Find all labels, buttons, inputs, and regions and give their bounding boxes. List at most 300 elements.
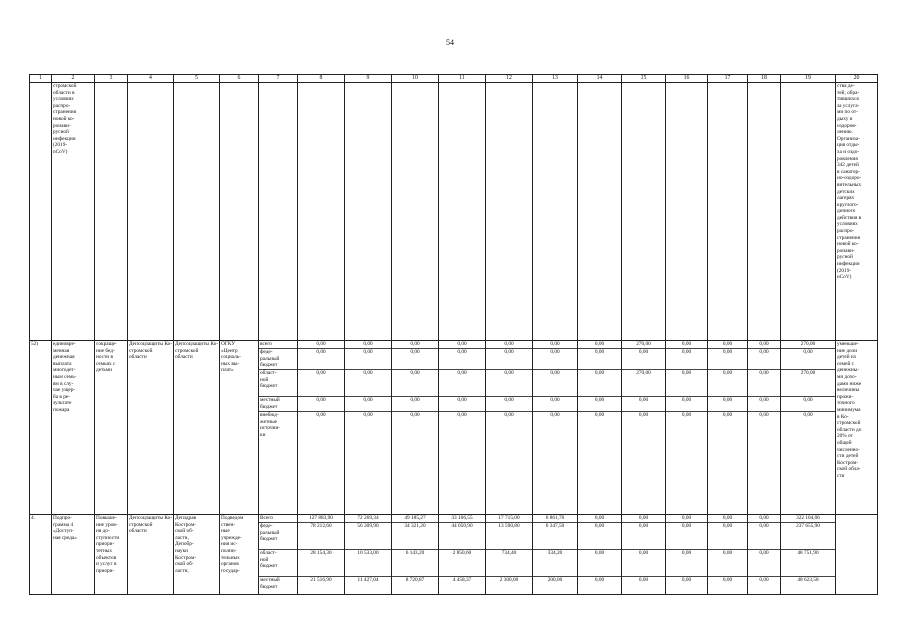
measure-name-line: странения xyxy=(53,109,77,116)
cell-responsible xyxy=(174,341,220,515)
column-header-6: 6 xyxy=(220,75,259,83)
cell-value-col11 xyxy=(439,515,486,595)
result-text-line: лагерях xyxy=(837,195,855,202)
result-text-line: стромской xyxy=(837,420,861,427)
budget-value: 0,00 xyxy=(708,523,747,550)
cell-value-col16 xyxy=(666,341,708,515)
budget-value: 6 143,20 xyxy=(392,550,438,577)
budget-value: 270,00 xyxy=(781,341,835,349)
cell-result xyxy=(836,341,878,515)
budget-value: 0,00 xyxy=(781,349,835,370)
budget-value: 0,00 xyxy=(533,397,577,412)
result-text-line: дыху и xyxy=(837,115,853,122)
result-text-line: уменьше- xyxy=(837,341,859,347)
budget-value: 0,00 xyxy=(666,397,707,412)
result-text-line: условиях xyxy=(837,221,858,228)
budget-value: 0,00 xyxy=(638,577,649,583)
responsible-text-line: области xyxy=(175,354,193,361)
cell-col20 xyxy=(836,83,878,341)
result-text-line: ние доли xyxy=(837,347,858,354)
budget-value: 0,00 xyxy=(298,370,344,397)
budget-value: 0,00 xyxy=(781,397,835,412)
budget-value: 44 050,90 xyxy=(439,523,485,550)
budget-value: 0,00 xyxy=(759,577,769,583)
measure-name-line: многодет- xyxy=(53,367,76,374)
measure-name-line: ным семь- xyxy=(53,373,77,380)
budget-value: 0,00 xyxy=(748,341,780,349)
funding-source-name-line: област- xyxy=(260,370,277,376)
budget-value: 0,00 xyxy=(392,341,438,349)
responsible-text-line: Депздрав xyxy=(175,515,197,521)
column-header-9: 9 xyxy=(345,75,392,83)
cell-result xyxy=(836,515,878,595)
funding-source-name-line: местный xyxy=(260,397,280,403)
goal-text-line: приори- xyxy=(96,541,115,548)
result-text-line: тившихся xyxy=(837,96,859,103)
budget-value: 0,00 xyxy=(666,341,707,349)
responsible-text-line: стромской xyxy=(175,347,199,354)
cell-col2 xyxy=(52,83,95,341)
responsible-text-line: ской об- xyxy=(175,528,194,535)
cell-value-col9 xyxy=(345,341,392,515)
result-text-line: ми по от- xyxy=(837,109,858,116)
result-text-line: ской обла- xyxy=(837,466,861,473)
goal-text-line: тетных xyxy=(96,547,113,554)
budget-value: 0,00 xyxy=(638,412,649,418)
result-text-line: области до xyxy=(837,426,862,433)
funding-source-name-line: ной xyxy=(260,556,269,563)
result-text-line: тей, обра- xyxy=(837,89,860,96)
budget-value: 0,00 xyxy=(457,412,467,418)
budget-value: 0,00 xyxy=(578,341,621,349)
result-text-line: точного xyxy=(837,400,855,407)
participant-text-line: тельных xyxy=(221,554,240,561)
cell-value-col14 xyxy=(578,341,622,515)
budget-value: 0,00 xyxy=(708,370,747,397)
budget-value: 334,20 xyxy=(533,550,577,577)
coordinator-text-line: Депсоцзащиты Ко- xyxy=(129,341,172,347)
funding-source-block xyxy=(259,515,297,523)
participant-text-line: ния ис- xyxy=(221,541,238,548)
cell-col18 xyxy=(748,83,781,341)
budget-value: 0,00 xyxy=(345,349,391,370)
cell-col19 xyxy=(781,83,836,341)
funding-source-block xyxy=(259,349,297,370)
cell-coordinator xyxy=(128,515,174,595)
budget-value: 0,00 xyxy=(666,370,707,397)
goal-text-line: Повыше- xyxy=(96,515,117,521)
budget-value: 34 321,20 xyxy=(392,523,438,550)
result-text-line: русной xyxy=(837,254,853,261)
cell-goal xyxy=(95,515,128,595)
funding-source-name-line: бюджет xyxy=(260,563,278,570)
funding-source-block xyxy=(259,550,297,577)
cell-value-col18 xyxy=(748,515,781,595)
budget-value: 0,00 xyxy=(578,370,621,397)
budget-value: 0,00 xyxy=(345,397,391,412)
measure-name-line: (2019- xyxy=(53,142,68,149)
budget-value: 0,00 xyxy=(622,515,665,523)
measure-name-line: русной xyxy=(53,129,69,136)
column-header-20: 20 xyxy=(836,75,878,83)
cell-col5 xyxy=(174,83,220,341)
funding-source-name-line: феде- xyxy=(260,349,273,355)
column-header-4: 4 xyxy=(128,75,174,83)
result-text-line: новой ко- xyxy=(837,241,859,248)
cell-value-col12 xyxy=(486,515,533,595)
column-header-10: 10 xyxy=(392,75,439,83)
result-text-line: дами ниже xyxy=(837,380,862,387)
result-text-line: лению. xyxy=(837,129,853,136)
column-header-1: 1 xyxy=(30,75,52,83)
measure-name-line: пожара xyxy=(53,406,70,413)
result-text-line: сти детей xyxy=(837,453,859,460)
cell-value-col19 xyxy=(781,341,836,515)
cell-funding-source xyxy=(259,515,298,595)
budget-value: 0,00 xyxy=(533,349,577,370)
funding-source-block xyxy=(259,412,297,446)
budget-value: 0,00 xyxy=(578,397,621,412)
funding-source-name-line: бюджет xyxy=(260,362,278,369)
funding-source-name-line: жетные xyxy=(260,418,278,425)
cell-value-col15 xyxy=(622,341,666,515)
participant-text-line: «Центр xyxy=(221,347,238,354)
responsible-text-line: ласти, xyxy=(175,567,189,574)
goal-text-line: ступности xyxy=(96,534,120,541)
budget-value: 10 533,00 xyxy=(345,550,391,577)
goal-text-line: объектов xyxy=(96,554,117,561)
cell-value-col19 xyxy=(781,515,836,595)
budget-value: 0,00 xyxy=(345,370,391,397)
measure-name-line: чае ущер- xyxy=(53,387,76,394)
budget-value: 0,00 xyxy=(550,412,560,418)
measure-name-line: выплата xyxy=(53,360,72,367)
cell-value-col14 xyxy=(578,515,622,595)
budget-value: 0,00 xyxy=(298,341,344,349)
result-text-line: денежны- xyxy=(837,367,860,374)
participant-text-line: полни- xyxy=(221,547,237,554)
column-header-2: 2 xyxy=(52,75,95,83)
budget-value: 200,00 xyxy=(547,577,563,583)
budget-value: 0,00 xyxy=(748,370,780,397)
budget-value: 0,00 xyxy=(759,412,769,418)
funding-source-name-line: бюджет xyxy=(260,583,278,590)
result-text-line: ровления xyxy=(837,155,858,162)
result-text-line: nCoV) xyxy=(837,274,852,281)
measure-name-line: Подпро- xyxy=(53,515,72,521)
measure-name-line: ба в ре- xyxy=(53,393,70,400)
cell-col1 xyxy=(30,83,52,341)
measure-name-line: ям в слу- xyxy=(53,380,74,387)
table-row-4 xyxy=(30,515,878,595)
budget-value: 0,00 xyxy=(622,397,665,412)
cell-responsible xyxy=(174,515,220,595)
budget-value: 0,00 xyxy=(708,397,747,412)
funding-source-name-line: местный xyxy=(260,577,280,583)
measure-name-line: распро- xyxy=(53,102,71,109)
budget-value: 0,00 xyxy=(594,577,605,583)
measure-name-line: стромской xyxy=(53,83,77,89)
budget-value: 0,00 xyxy=(748,515,780,523)
result-text-line: в санатор- xyxy=(837,168,860,175)
result-text-line: дичного xyxy=(837,208,856,215)
budget-value: 11 427,04 xyxy=(357,577,379,583)
column-header-18: 18 xyxy=(748,75,781,83)
budget-value: 0,00 xyxy=(298,349,344,370)
result-text-line: сти xyxy=(837,472,845,479)
column-header-13: 13 xyxy=(533,75,578,83)
coordinator-text-line: области xyxy=(129,528,147,535)
budget-value: 0,00 xyxy=(316,412,326,418)
result-text-line: круглого- xyxy=(837,201,859,208)
funding-source-name-line: ной xyxy=(260,376,269,383)
cell-value-col8 xyxy=(298,515,345,595)
goal-text-line: семьях с xyxy=(96,360,116,367)
cell-number xyxy=(30,515,52,595)
budget-value: 72 269,34 xyxy=(345,515,391,523)
result-text-line: в Ко- xyxy=(837,413,849,420)
result-text-line: минимума xyxy=(837,406,861,413)
budget-value: 0,00 xyxy=(504,412,514,418)
cell-col7 xyxy=(259,83,298,341)
budget-value: 0,00 xyxy=(533,341,577,349)
budget-value: 0,00 xyxy=(681,577,692,583)
funding-source-name-line: Всего xyxy=(260,515,273,521)
budget-value: 2 850,60 xyxy=(439,550,485,577)
result-text-line: 342 детей xyxy=(837,162,859,169)
cell-value-col12 xyxy=(486,341,533,515)
budget-value: 0,00 xyxy=(666,349,707,370)
funding-source-name-line: област- xyxy=(260,550,277,556)
result-text-line: 20% от xyxy=(837,433,853,440)
budget-value: 0,00 xyxy=(722,577,733,583)
budget-value: 6 861,70 xyxy=(533,515,577,523)
result-text-line: численно- xyxy=(837,446,860,453)
budget-value: 48 751,90 xyxy=(781,550,835,577)
cell-col14 xyxy=(578,83,622,341)
measure-name-line: грамма 4 xyxy=(53,521,74,528)
funding-source-name-line: бюджет xyxy=(260,383,278,390)
column-header-3: 3 xyxy=(95,75,128,83)
cell-number xyxy=(30,341,52,515)
budget-value: 0,00 xyxy=(410,412,420,418)
cell-value-col16 xyxy=(666,515,708,595)
funding-source-name-line: источни- xyxy=(260,425,281,432)
result-text-line: распро- xyxy=(837,228,855,235)
cell-col8 xyxy=(298,83,345,341)
cell-value-col8 xyxy=(298,341,345,515)
cell-col4 xyxy=(128,83,174,341)
budget-value: 21 516,90 xyxy=(310,577,332,583)
cell-col11 xyxy=(439,83,486,341)
goal-text-line: и услуг в xyxy=(96,561,117,568)
column-header-12: 12 xyxy=(486,75,533,83)
result-text-line: величины xyxy=(837,387,860,394)
result-text-line: но-оздоро- xyxy=(837,175,862,182)
budget-value: 0,00 xyxy=(748,349,780,370)
cell-value-col9 xyxy=(345,515,392,595)
cell-coordinator xyxy=(128,341,174,515)
result-text-line: Костром- xyxy=(837,459,859,466)
coordinator-text-line: стромской xyxy=(129,521,153,528)
funding-source-name-line: ральный xyxy=(260,529,280,536)
budget-value: 0,00 xyxy=(748,550,780,577)
participant-text-line: ные xyxy=(221,528,230,535)
budget-value: 0,00 xyxy=(622,550,665,577)
measure-name-line: ронави- xyxy=(53,122,71,129)
cell-col16 xyxy=(666,83,708,341)
budget-value: 0,00 xyxy=(533,370,577,397)
budget-value: 0,00 xyxy=(578,515,621,523)
participant-text-line: ствен- xyxy=(221,521,236,528)
cell-col17 xyxy=(708,83,748,341)
result-text-line: (2019- xyxy=(837,267,852,274)
measure-name-line: «Доступ- xyxy=(53,528,74,535)
cell-value-col10 xyxy=(392,515,439,595)
funding-source-name-line: внебюд- xyxy=(260,412,279,418)
result-text-line: семей с xyxy=(837,360,854,367)
funding-source-block xyxy=(259,341,297,349)
budget-table xyxy=(29,74,878,595)
measure-name-line: единовре- xyxy=(53,341,76,347)
row-number: 52) xyxy=(31,341,39,347)
participant-text-line: Подведом xyxy=(221,515,244,521)
budget-value: 0,00 xyxy=(748,523,780,550)
table-row-52 xyxy=(30,341,878,515)
budget-value: 0,00 xyxy=(392,397,438,412)
cell-value-col13 xyxy=(533,341,578,515)
result-text-line: вительных xyxy=(837,181,862,188)
measure-name-line: денежная xyxy=(53,354,75,361)
measure-name-line: области в xyxy=(53,89,75,96)
column-number-row xyxy=(30,75,878,83)
cell-col13 xyxy=(533,83,578,341)
measure-name-line: новой ко- xyxy=(53,115,75,122)
budget-value: 270,00 xyxy=(781,370,835,397)
cell-value-col10 xyxy=(392,341,439,515)
cell-col15 xyxy=(622,83,666,341)
result-text-line: ха и оздо- xyxy=(837,148,860,155)
budget-value: 0,00 xyxy=(666,550,707,577)
budget-value: 0,00 xyxy=(392,349,438,370)
budget-value: 0,00 xyxy=(578,349,621,370)
result-text-line: за услуга- xyxy=(837,102,860,109)
goal-text-line: ние уров- xyxy=(96,521,118,528)
goal-text-line: приори- xyxy=(96,567,115,574)
cell-col12 xyxy=(486,83,533,341)
cell-value-col13 xyxy=(533,515,578,595)
funding-source-block xyxy=(259,370,297,397)
budget-value: 0,00 xyxy=(578,550,621,577)
result-text-line: ронави- xyxy=(837,247,855,254)
budget-value: 0,00 xyxy=(578,523,621,550)
participant-text-line: ОГКУ xyxy=(221,341,236,347)
budget-value: 17 715,00 xyxy=(486,515,532,523)
measure-name-line: ная среда» xyxy=(53,534,77,541)
cell-value-col11 xyxy=(439,341,486,515)
funding-source-name-line: ральный xyxy=(260,355,280,362)
result-text-line: детских xyxy=(837,188,855,195)
column-header-8: 8 xyxy=(298,75,345,83)
budget-value: 0,00 xyxy=(486,341,532,349)
budget-value: 322 104,06 xyxy=(781,515,835,523)
budget-value: 0,00 xyxy=(439,341,485,349)
participant-text-line: учрежде- xyxy=(221,534,242,541)
budget-value: 0,00 xyxy=(722,412,733,418)
responsible-text-line: Депсоцзащиты Ко- xyxy=(175,341,218,347)
budget-value: 127 883,90 xyxy=(298,515,344,523)
column-header-5: 5 xyxy=(174,75,220,83)
result-text-line: ства де- xyxy=(837,83,855,89)
goal-text-line: ности в xyxy=(96,354,113,361)
participant-text-line: государ- xyxy=(221,567,240,574)
budget-value: 270,00 xyxy=(622,370,665,397)
budget-value: 0,00 xyxy=(708,349,747,370)
budget-value: 0,00 xyxy=(298,397,344,412)
funding-source-block xyxy=(259,577,297,591)
budget-value: 0,00 xyxy=(486,349,532,370)
budget-value: 0,00 xyxy=(748,397,780,412)
budget-value: 8 720,87 xyxy=(405,577,425,583)
budget-value: 28 154,30 xyxy=(298,550,344,577)
budget-value: 734,40 xyxy=(486,550,532,577)
participant-text-line: плат» xyxy=(221,367,234,374)
funding-source-name-line: всего xyxy=(260,341,272,347)
budget-value: 270,00 xyxy=(622,341,665,349)
cell-participant xyxy=(220,341,259,515)
column-header-14: 14 xyxy=(578,75,622,83)
budget-value: 0,00 xyxy=(439,370,485,397)
budget-value: 0,00 xyxy=(363,412,373,418)
responsible-text-line: Костром- xyxy=(175,554,197,561)
funding-source-name-line: бюджет xyxy=(260,536,278,543)
measure-name-line: инфекции xyxy=(53,135,76,142)
budget-value: 2 300,00 xyxy=(499,577,519,583)
budget-value: 4 458,37 xyxy=(452,577,472,583)
cell-value-col15 xyxy=(622,515,666,595)
goal-text-line: детьми xyxy=(96,367,112,374)
goal-text-line: ня до- xyxy=(96,528,110,535)
cell-value-col18 xyxy=(748,341,781,515)
responsible-text-line: Депобр- xyxy=(175,541,194,548)
budget-value: 0,00 xyxy=(708,515,747,523)
funding-source-block xyxy=(259,397,297,412)
budget-value: 78 212,60 xyxy=(298,523,344,550)
cell-value-col17 xyxy=(708,515,748,595)
result-text-line: ми дохо- xyxy=(837,373,857,380)
result-text-line: странения xyxy=(837,234,861,241)
budget-value: 0,00 xyxy=(681,412,692,418)
result-text-line: ция отды- xyxy=(837,142,860,149)
cell-col10 xyxy=(392,83,439,341)
budget-value: 237 655,90 xyxy=(781,523,835,550)
funding-source-name-line: ки xyxy=(260,431,266,438)
funding-source-block xyxy=(259,523,297,550)
responsible-text-line: ласти, xyxy=(175,534,189,541)
cell-col3 xyxy=(95,83,128,341)
column-header-15: 15 xyxy=(622,75,666,83)
column-header-11: 11 xyxy=(439,75,486,83)
table-row-continuation xyxy=(30,83,878,341)
budget-value: 48 623,58 xyxy=(797,577,819,583)
budget-value: 0,00 xyxy=(594,412,605,418)
budget-value: 0,00 xyxy=(708,341,747,349)
row-number: 4. xyxy=(31,515,35,521)
budget-value: 0,00 xyxy=(345,341,391,349)
responsible-text-line: науки xyxy=(175,547,188,554)
participant-text-line: органов xyxy=(221,561,239,568)
cell-value-col17 xyxy=(708,341,748,515)
